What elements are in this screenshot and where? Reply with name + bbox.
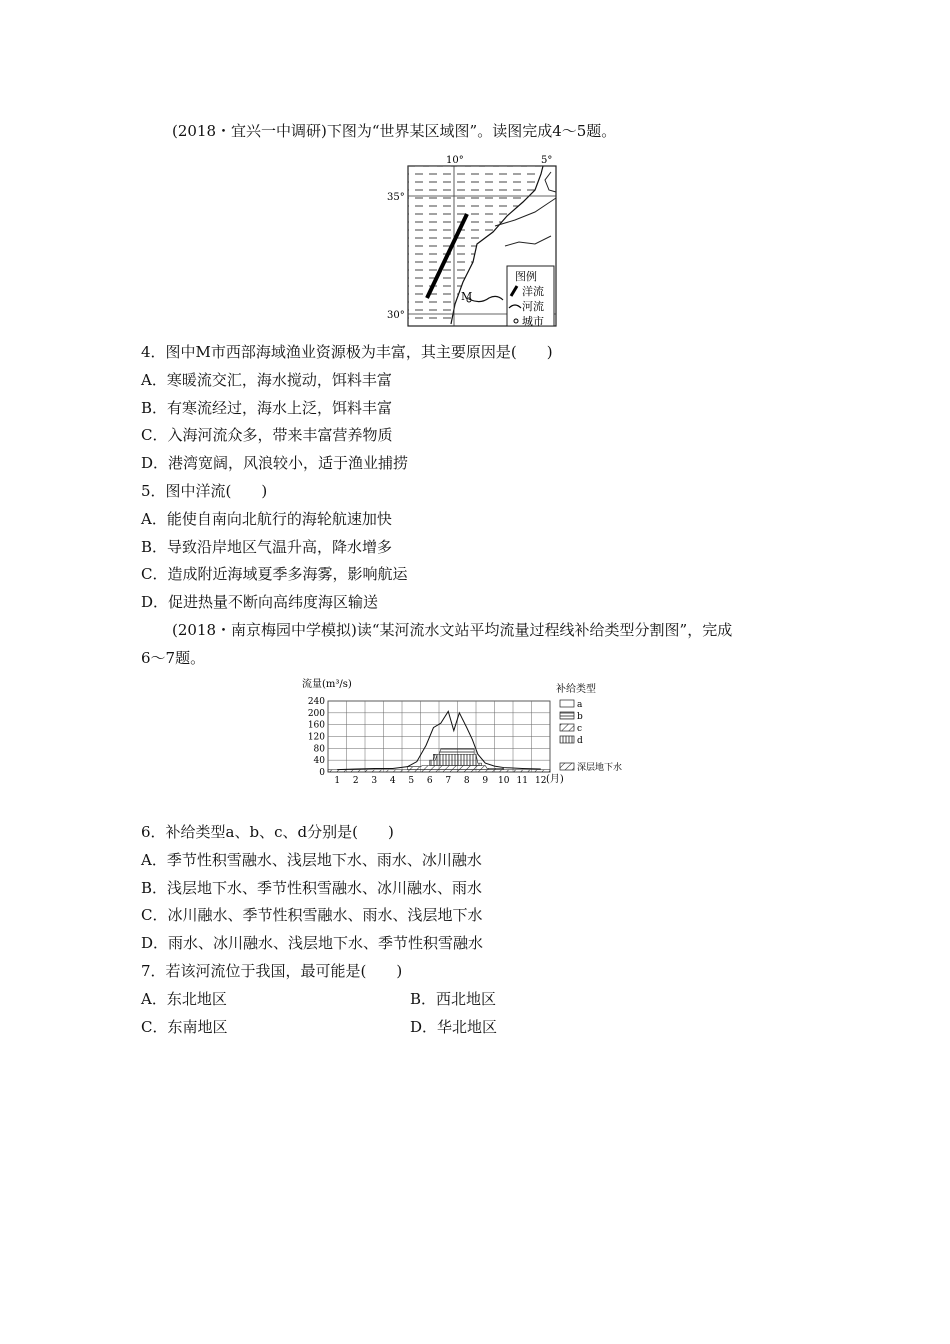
q4-option-a: A．寒暖流交汇，海水搅动，饵料丰富 — [141, 371, 392, 389]
area-deep-groundwater — [328, 770, 550, 772]
x-tick-label: 6 — [426, 776, 433, 786]
legend-river-label: 河流 — [522, 300, 544, 313]
chart-ylabel: 流量(m³/s) — [302, 679, 352, 690]
q6-stem: 6．补给类型a、b、c、d分别是( ) — [141, 823, 394, 841]
x-tick-label: 2 — [352, 776, 359, 786]
x-tick-label: 5 — [408, 776, 415, 786]
lat-label-35: 35° — [387, 192, 405, 203]
legend-label-a: a — [577, 700, 583, 710]
x-tick-label: 7 — [445, 776, 452, 786]
intro-text-2b: 6～7题。 — [141, 649, 206, 667]
q6-option-b: B．浅层地下水、季节性积雪融水、冰川融水、雨水 — [141, 879, 483, 897]
q5-option-a: A．能使自南向北航行的海轮航速加快 — [141, 510, 392, 528]
x-tick-label: 4 — [389, 776, 396, 786]
river-line — [471, 296, 503, 301]
q5-option-b: B．导致沿岸地区气温升高，降水增多 — [141, 538, 393, 556]
y-tick-label: 120 — [307, 732, 325, 743]
legend-current-label: 洋流 — [522, 285, 544, 298]
y-tick-label: 0 — [319, 768, 325, 778]
y-tick-label: 80 — [313, 744, 325, 755]
q4-stem: 4．图中M市西部海域渔业资源极为丰富，其主要原因是( ) — [141, 343, 553, 361]
legend-label-b: b — [577, 712, 583, 722]
q4-option-d: D．港湾宽阔，风浪较小，适于渔业捕捞 — [141, 454, 409, 472]
x-tick-label: 12 — [535, 776, 547, 786]
x-tick-label: 1 — [334, 776, 341, 786]
intro-text-2: (2018・南京梅园中学模拟)读“某河流水文站平均流量过程线补给类型分割图”，完成 — [172, 621, 733, 639]
river-flow-chart — [298, 676, 628, 796]
q4-option-b: B．有寒流经过，海水上泛，饵料丰富 — [141, 399, 393, 417]
q7-option-b: B．西北地区 — [410, 990, 497, 1008]
q7-option-c: C．东南地区 — [141, 1018, 228, 1036]
x-tick-label: 11 — [516, 776, 528, 786]
y-tick-label: 240 — [307, 697, 325, 707]
x-tick-label: 8 — [463, 776, 470, 786]
q6-option-a: A．季节性积雪融水、浅层地下水、雨水、冰川融水 — [141, 851, 482, 869]
q4-option-c: C．入海河流众多，带来丰富营养物质 — [141, 426, 393, 444]
area-type-d — [430, 754, 482, 765]
q7-option-a: A．东北地区 — [141, 990, 227, 1008]
q5-option-c: C．造成附近海域夏季多海雾，影响航运 — [141, 565, 408, 583]
lon-label-10: 10° — [446, 155, 464, 166]
y-tick-label: 160 — [307, 720, 325, 731]
q6-option-d: D．雨水、冰川融水、浅层地下水、季节性积雪融水 — [141, 934, 484, 952]
legend-label-d: d — [577, 736, 583, 746]
legend-swatch-deep — [560, 763, 574, 770]
legend-swatch-d — [560, 736, 574, 743]
legend-label-deep: 深层地下水 — [577, 763, 623, 773]
legend-city-label: 城市 — [522, 315, 544, 328]
chart-legend-title: 补给类型 — [556, 684, 596, 695]
x-tick-label: 10 — [498, 776, 510, 786]
world-region-map — [385, 154, 560, 332]
city-m-label: M — [461, 290, 473, 303]
intro-text-1: (2018・宜兴一中调研)下图为“世界某区域图”。读图完成4～5题。 — [172, 122, 617, 140]
q5-stem: 5．图中洋流( ) — [141, 482, 268, 500]
legend-swatch-b — [560, 712, 574, 719]
lat-label-30: 30° — [387, 310, 405, 321]
x-tick-label: 9 — [482, 776, 489, 786]
q7-option-d: D．华北地区 — [410, 1018, 498, 1036]
q7-stem: 7．若该河流位于我国，最可能是( ) — [141, 962, 403, 980]
legend-swatch-c — [560, 724, 574, 731]
y-tick-label: 40 — [313, 756, 325, 767]
q6-option-c: C．冰川融水、季节性积雪融水、雨水、浅层地下水 — [141, 906, 483, 924]
legend-label-c: c — [577, 724, 583, 734]
q5-option-d: D．促进热量不断向高纬度海区输送 — [141, 593, 379, 611]
map-legend-title: 图例 — [515, 270, 537, 283]
area-type-c — [408, 765, 504, 769]
legend-swatch-a — [560, 700, 574, 707]
x-tick-label: 3 — [371, 776, 378, 786]
chart-xlabel: (月) — [546, 774, 564, 785]
y-tick-label: 200 — [307, 708, 325, 719]
lon-label-5: 5° — [541, 155, 553, 166]
